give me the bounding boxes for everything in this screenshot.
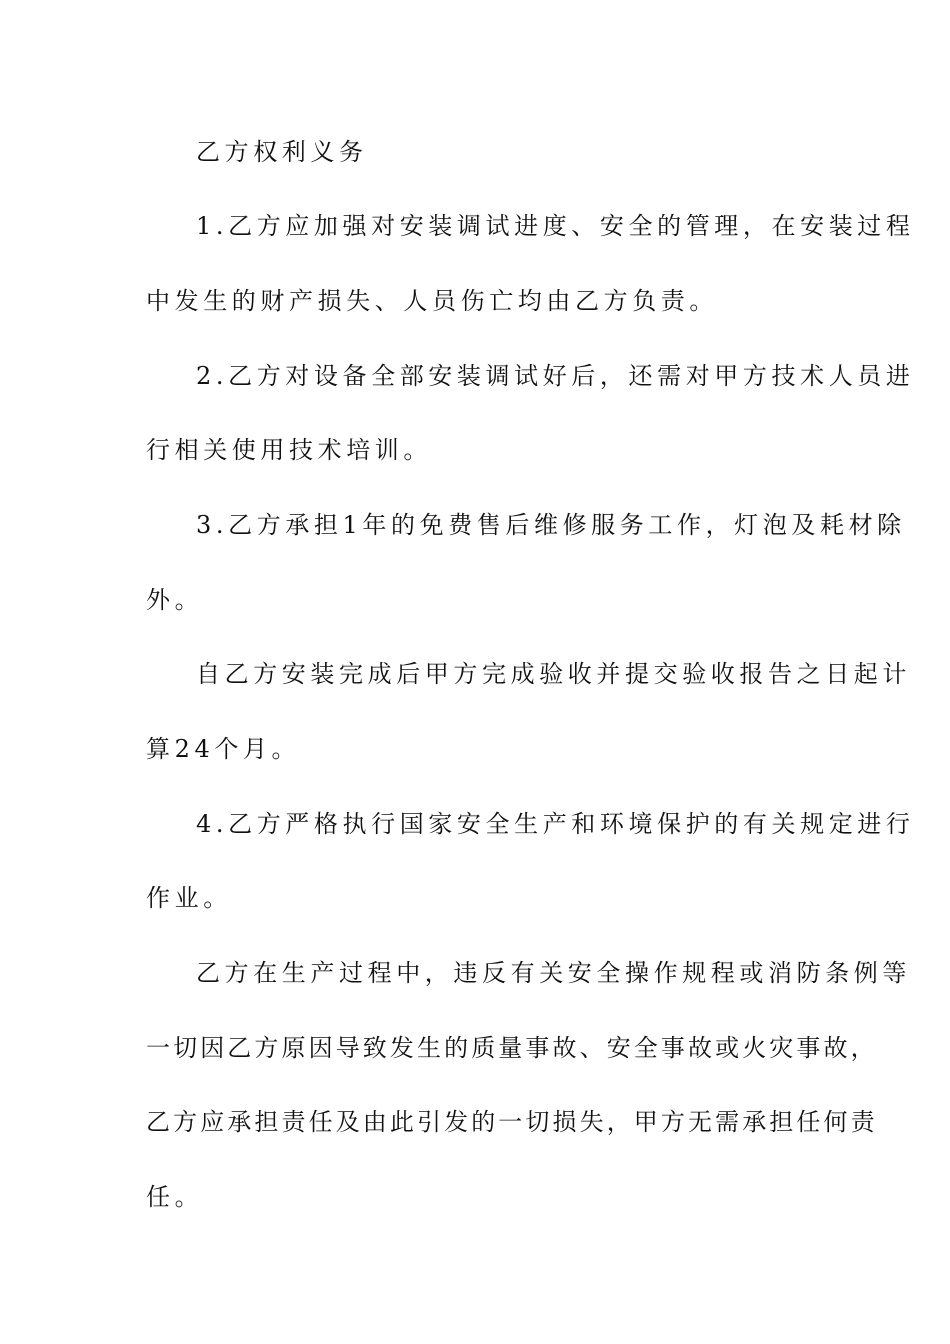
paragraph-line: 外。 <box>146 586 204 614</box>
paragraph-line: 乙方应承担责任及由此引发的一切损失，甲方无需承担任何责 <box>146 1108 878 1136</box>
paragraph-line: 任。 <box>146 1183 204 1211</box>
paragraph-line: 作业。 <box>146 884 232 912</box>
paragraph-line: 行相关使用技术培训。 <box>146 436 432 464</box>
paragraph-line: 4.乙方严格执行国家安全生产和环境保护的有关规定进行 <box>196 810 915 838</box>
paragraph-line: 中发生的财产损失、人员伤亡均由乙方负责。 <box>146 287 718 315</box>
paragraph-line: 乙方在生产过程中，违反有关安全操作规程或消防条例等 <box>196 959 911 987</box>
paragraph-line: 2.乙方对设备全部安装调试好后，还需对甲方技术人员进 <box>196 362 915 390</box>
paragraph-line: 3.乙方承担1年的免费售后维修服务工作，灯泡及耗材除 <box>196 511 906 539</box>
paragraph-line: 算24个月。 <box>146 735 301 763</box>
paragraph-line: 一切因乙方原因导致发生的质量事故、安全事故或火灾事故， <box>146 1034 878 1062</box>
section-heading: 乙方权利义务 <box>196 138 368 166</box>
paragraph-line: 1.乙方应加强对安装调试进度、安全的管理，在安装过程 <box>196 212 915 240</box>
paragraph-line: 自乙方安装完成后甲方完成验收并提交验收报告之日起计 <box>196 660 911 688</box>
